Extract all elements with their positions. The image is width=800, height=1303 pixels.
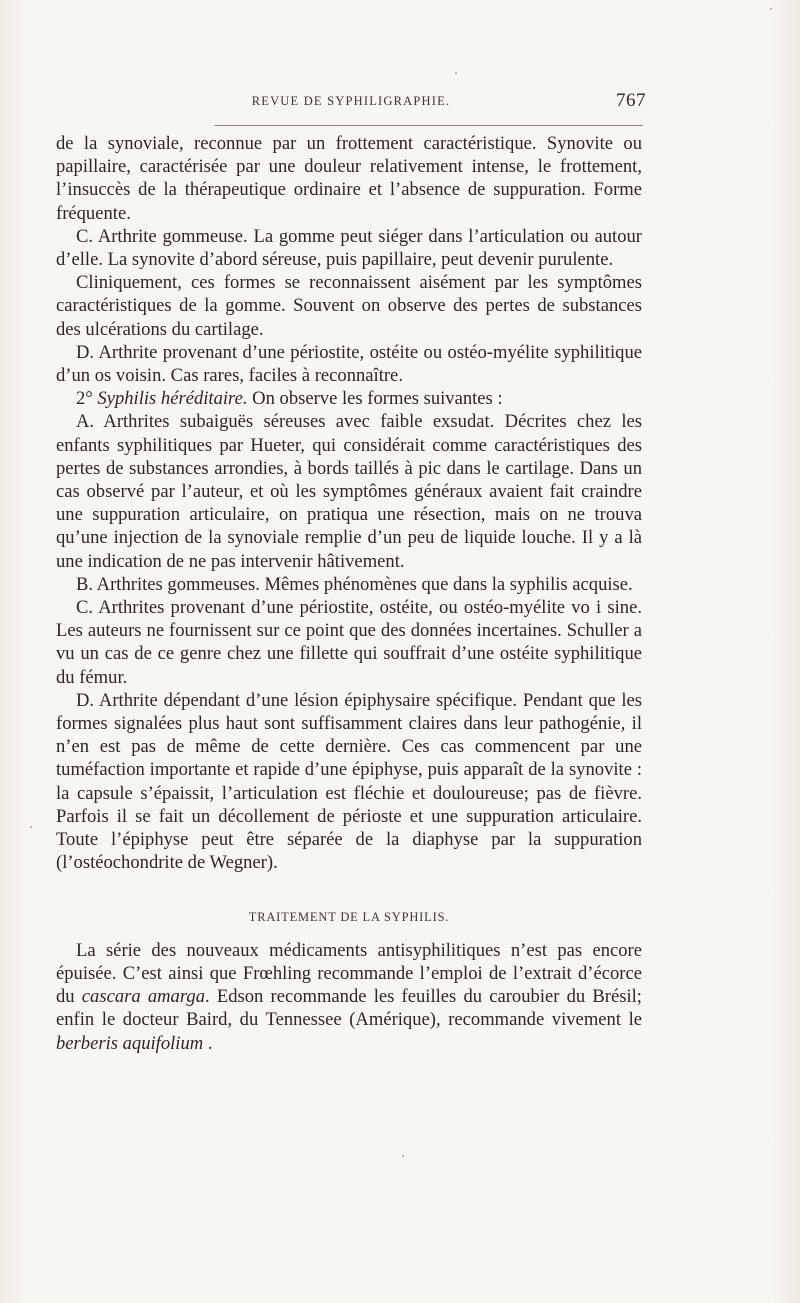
paragraph-arthrites-subaigues: A. Arthrites subaiguës séreuses avec faible exsudat. Décrites chez les enfants syphilitiques par Hueter, qui considérait comme caractéristiques des pertes de substances arrondies, à bords taillés à pic dans le cartilage. Dans un cas observé par l’auteur, et où les symptômes généraux avaient fait craindre une suppuration articulaire, on pratiqua une résection, mais on ne trouva qu’une injection de la synoviale remplie d’un peu de liquide louche. Il y a là une indication de ne pas intervenir hâtivement. <box>56 411 642 572</box>
paragraph-arthrite-periostite: D. Arthrite provenant d’une périostite, ostéite ou ostéo-myélite syphilitique d’un os voisin. Cas rares, faciles à reconnaître. <box>56 341 642 387</box>
paragraph-text: . <box>203 1032 213 1054</box>
paragraph-cliniquement: Cliniquement, ces formes se reconnaissent aisément par les symptômes caractéristiques de la gomme. Souvent on observe des pertes de substances des ulcérations du cartilage. <box>56 272 642 340</box>
paragraph-text: . Edson recommande les feuilles du caroubier du Brésil; enfin le docteur Baird, du Tennessee (Amérique), recommande vivement le <box>56 986 642 1031</box>
running-title: REVUE DE SYPHILIGRAPHIE. <box>251 94 451 108</box>
body-text <box>56 132 642 1055</box>
page-number: 767 <box>616 90 646 111</box>
paragraph-text: On observe les formes suivantes : <box>247 388 503 410</box>
italic-subheading: Syphilis héréditaire. <box>97 388 248 410</box>
paragraph-traitement <box>56 939 642 1055</box>
paragraph-arthrite-epiphysaire: D. Arthrite dépendant d’une lésion épiphysaire spécifique. Pendant que les formes signalées plus haut sont suffisamment claires dans leur pathogénie, il n’en est pas de même de cette dernière. Ces cas commencent par une tuméfaction importante et rapide d’une épiphyse, puis apparaît de la synovite : la capsule s’épaissit, l’articulation est fléchie et douloureuse; pas de fièvre. Parfois il se fait un décollement de périoste et une suppuration articulaire. Toute l’épiphyse peut être séparée de la diaphyse par la suppuration (l’ostéochondrite de Wegner). <box>56 689 642 874</box>
paper-speck <box>30 826 32 828</box>
paper-speck <box>770 8 772 10</box>
paragraph-arthrite-gommeuse: C. Arthrite gommeuse. La gomme peut siéger dans l’articulation ou autour d’elle. La synovite d’abord séreuse, puis papillaire, peut devenir purulente. <box>56 225 642 271</box>
section-heading: TRAITEMENT DE LA SYPHILIS. <box>248 909 450 924</box>
item-number: 2° <box>76 388 98 410</box>
italic-term-berberis: berberis aquifolium <box>56 1032 204 1054</box>
paragraph-arthrites-provenant: C. Arthrites provenant d’une périostite, ostéite, ou ostéo-myélite vo i sine. Les auteurs ne fournissent sur ce point que des données incertaines. Schuller a vu un cas de ce genre chez une fillette qui souffrait d’une ostéite syphilitique du fémur. <box>56 597 642 688</box>
italic-term-cascara: cascara amarga <box>81 986 205 1008</box>
running-head <box>56 92 646 116</box>
paper-speck <box>402 1155 404 1157</box>
paragraph-text: La série des nouveaux médicaments antisyphilitiques n’est pas encore épuisée. C’est ainsi que Frœhling recommande l’emploi de l’extrait d’écorce du <box>56 939 642 1008</box>
paragraph-continuation: de la synoviale, reconnue par un frottement caractéristique. Synovite ou papillaire, caractérisée par une douleur relativement intense, le frottement, l’insuccès de la thérapeutique ordinaire et l’absence de suppuration. Forme fréquente. <box>56 133 642 224</box>
paper-speck <box>455 72 457 74</box>
paragraph-arthrites-gommeuses: B. Arthrites gommeuses. Mêmes phénomènes que dans la syphilis acquise. <box>76 573 633 595</box>
paragraph-syphilis-hereditaire <box>56 387 642 410</box>
header-rule <box>215 125 643 126</box>
